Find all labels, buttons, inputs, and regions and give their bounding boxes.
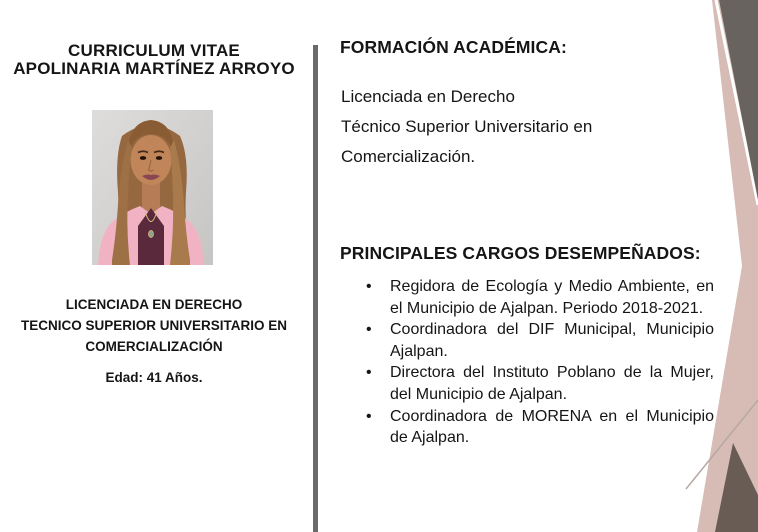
age-text: Edad: 41 Años. bbox=[105, 370, 203, 385]
person-name: APOLINARIA MARTÍNEZ ARROYO bbox=[13, 58, 295, 78]
academic-line: Comercialización. bbox=[341, 147, 476, 166]
list-item: • Directora del Instituto Poblano de la Mujer, del Municipio de Ajalpan. bbox=[390, 362, 714, 405]
list-item: • Coordinadora del DIF Municipal, Municipio Ajalpan. bbox=[390, 319, 714, 362]
list-item: • Coordinadora de MORENA en el Municipio de Ajalpan. bbox=[390, 406, 714, 449]
degree-line: LICENCIADA EN DERECHO bbox=[65, 297, 243, 312]
section-heading-academic: FORMACIÓN ACADÉMICA: bbox=[340, 37, 567, 57]
title-line: CURRICULUM VITAE bbox=[68, 41, 240, 60]
degree-line: COMERCIALIZACIÓN bbox=[85, 339, 223, 354]
degree-line: TECNICO SUPERIOR UNIVERSITARIO EN bbox=[20, 318, 288, 333]
academic-line: Técnico Superior Universitario en bbox=[341, 117, 593, 136]
list-item: • Regidora de Ecología y Medio Ambiente, en el Municipio de Ajalpan. Periodo 2018-2021. bbox=[390, 276, 714, 319]
positions-list bbox=[390, 276, 714, 449]
academic-lines bbox=[341, 82, 721, 172]
section-heading-positions: PRINCIPALES CARGOS DESEMPEÑADOS: bbox=[340, 243, 701, 263]
academic-line: Licenciada en Derecho bbox=[341, 87, 515, 106]
